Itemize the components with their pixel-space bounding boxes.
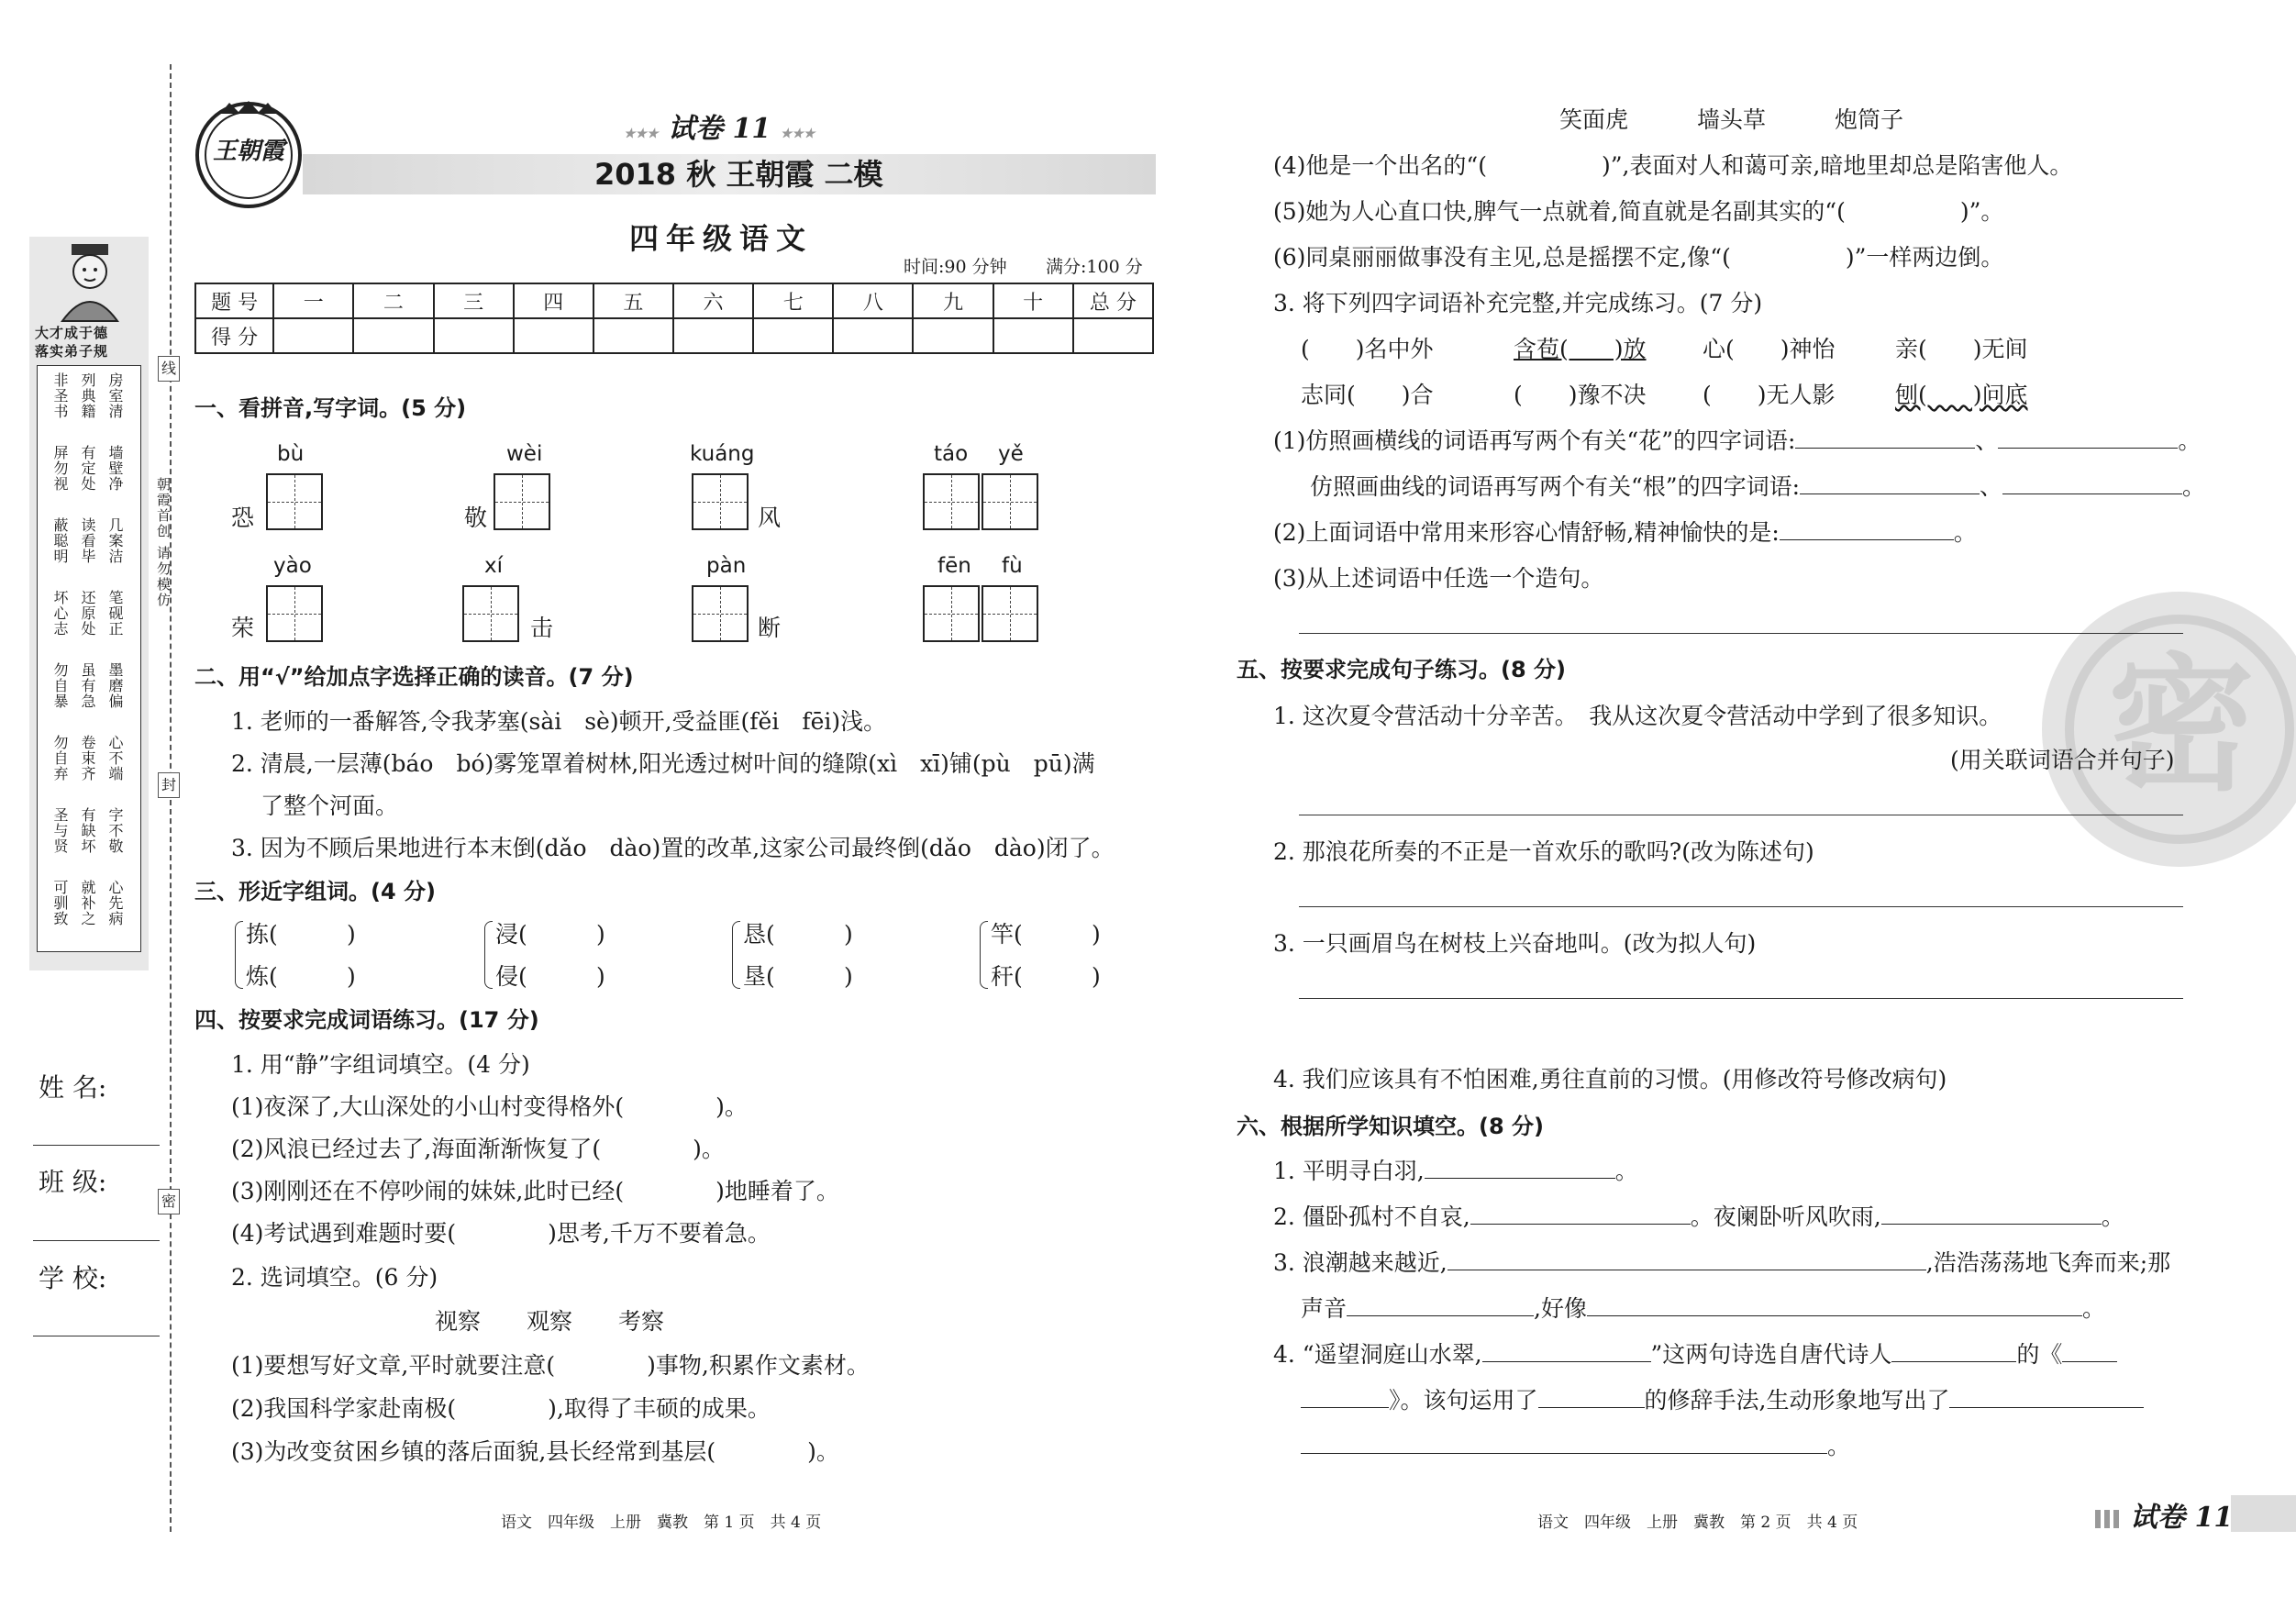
s4-q2-words: 视察 观察 考察: [435, 1308, 665, 1335]
motto-column: 还原处: [79, 590, 96, 637]
motto-column: 读看毕: [79, 517, 96, 564]
answer-blank[interactable]: [1470, 1205, 1691, 1225]
idiom-item: 心( )神怡: [1703, 336, 1836, 362]
s2-question-2a: 2. 清晨,一层薄(báo bó)雾笼罩着树林,阳光透过树叶间的缝隙(xì xī)铺(pù pū)满: [231, 750, 1095, 777]
writing-cell[interactable]: [692, 473, 749, 530]
answer-blank[interactable]: [1347, 1297, 1534, 1316]
idiom-item: 刨( )问底: [1895, 382, 2028, 408]
score-cell[interactable]: [673, 318, 753, 353]
writing-cell[interactable]: [923, 585, 980, 642]
corner-dots: [2095, 1510, 2123, 1528]
similar-char-item: 秆(: [991, 963, 1023, 990]
s4-q2-2: (2)我国科学家赴南极( ),取得了丰硕的成果。: [231, 1395, 771, 1422]
motto-column: 列典籍: [79, 372, 96, 419]
s6-q4a: 4. “遥望洞庭山水翠, ”这两句诗选自唐代诗人 的《: [1273, 1343, 2117, 1366]
similar-char-item: 垦(: [743, 963, 775, 990]
answer-blank[interactable]: [2062, 1343, 2117, 1362]
brace-icon: [980, 921, 988, 989]
similar-char-close: ): [1092, 921, 1101, 948]
score-header-cell: 题 号: [195, 283, 273, 318]
score-cell[interactable]: [913, 318, 993, 353]
s2-question-2b: 了整个河面。: [261, 793, 399, 819]
score-header-cell: 七: [753, 283, 833, 318]
binding-line: [170, 64, 172, 1532]
corner-tag: 试卷 11: [2130, 1502, 2234, 1534]
words-top: 笑面虎 墙头草 炮筒子: [1559, 106, 1904, 133]
logo-text: 王朝霞: [213, 138, 285, 165]
writing-cell[interactable]: [923, 473, 980, 530]
motto-column: 就补之: [79, 880, 96, 926]
writing-cell[interactable]: [692, 585, 749, 642]
r-q3-2: (2)上面词语中常用来形容心情舒畅,精神愉快的是: 。: [1273, 519, 1977, 546]
sidebar-slogan-1: 大才成于德: [35, 325, 109, 341]
r-q5: (5)她为人心直口快,脾气一点就着,简直就是名副其实的“( )”。: [1273, 198, 2004, 225]
section-6-title: 六、根据所学知识填空。(8 分): [1237, 1114, 1544, 1139]
answer-blank[interactable]: [1587, 1297, 2082, 1316]
idiom-item: 志同( )合: [1301, 382, 1434, 408]
s6-q4b: 》。该句运用了 的修辞手法,生动形象地写出了: [1301, 1389, 2144, 1412]
writing-cell[interactable]: [266, 585, 323, 642]
similar-char-item: 竿(: [991, 921, 1023, 948]
writing-cell[interactable]: [982, 473, 1038, 530]
r-q4: (4)他是一个出名的“( )”,表面对人和蔼可亲,暗地里却总是陷害他人。: [1273, 152, 2073, 179]
pinyin: yào: [273, 554, 312, 578]
score-cell[interactable]: [833, 318, 913, 353]
section-1-title: 一、看拼音,写字词。(5 分): [194, 395, 467, 421]
right-footer: 语文 四年级 上册 冀教 第 2 页 共 4 页: [1537, 1514, 1858, 1532]
given-char: 风: [758, 505, 782, 531]
motto-column: 圣与贤: [51, 807, 69, 854]
section-5-title: 五、按要求完成句子练习。(8 分): [1237, 657, 1566, 682]
similar-char-close: ): [347, 963, 356, 990]
pinyin: pàn: [706, 554, 747, 578]
score-header-cell: 四: [514, 283, 593, 318]
pinyin: bù: [277, 442, 305, 466]
name-field[interactable]: [33, 1145, 160, 1146]
seal-mark-1: 线: [158, 356, 180, 382]
score-header-cell: 九: [913, 283, 993, 318]
class-label: 班 级:: [39, 1167, 107, 1197]
score-header-cell: 五: [593, 283, 673, 318]
class-field[interactable]: [33, 1240, 160, 1241]
motto-column: 勿自弃: [51, 735, 69, 782]
star-icon: ★★★: [780, 127, 815, 141]
left-footer: 语文 四年级 上册 冀教 第 1 页 共 4 页: [501, 1514, 822, 1532]
similar-char-item: 拣(: [246, 921, 278, 948]
idiom-item: ( )名中外: [1301, 336, 1434, 362]
given-char: 荣: [231, 615, 255, 641]
score-table: [194, 283, 1154, 354]
r-q6: (6)同桌丽丽做事没有主见,总是摇摆不定,像“( )”一样两边倒。: [1273, 244, 2004, 271]
answer-blank[interactable]: [1949, 1389, 2144, 1408]
answer-blank[interactable]: [1795, 429, 1975, 449]
motto-column: 笔砚正: [106, 590, 124, 637]
answer-blank[interactable]: [1301, 1389, 1389, 1408]
sidebar-slogan-2: 落实弟子规: [35, 343, 109, 360]
answer-line[interactable]: [1299, 633, 2183, 634]
similar-char-item: 侵(: [495, 963, 527, 990]
s5-q2: 2. 那浪花所奏的不正是一首欢乐的歌吗?(改为陈述句): [1273, 838, 1814, 865]
watermark-stamp: [2024, 578, 2296, 881]
s2-question-1: 1. 老师的一番解答,令我茅塞(sài sè)顿开,受益匪(fěi fēi)浅。: [231, 708, 887, 735]
given-char: 恐: [231, 505, 255, 531]
subject-title: 四年级语文: [629, 221, 814, 256]
motto-column: 卷束齐: [79, 735, 96, 782]
given-char: 断: [758, 615, 782, 641]
motto-column: 心先病: [106, 880, 124, 926]
answer-blank[interactable]: [1482, 1343, 1651, 1362]
section-2-title: 二、用“√”给加点字选择正确的读音。(7 分): [194, 664, 634, 690]
writing-cell[interactable]: [494, 473, 550, 530]
time-info: 时间:90 分钟: [904, 257, 1007, 277]
stamp-char: 密: [2108, 638, 2256, 811]
s5-q1-req: (用关联词语合并句子): [1950, 747, 2175, 773]
score-cell[interactable]: [353, 318, 433, 353]
idiom-item: 亲( )无间: [1895, 336, 2028, 362]
score-cell[interactable]: [993, 318, 1073, 353]
score-label-cell: 得 分: [195, 318, 273, 353]
r-q3-1a: (1)仿照画横线的词语再写两个有关“花”的四字词语: 、 。: [1273, 427, 2202, 454]
scholar-figure: [44, 240, 136, 323]
answer-blank[interactable]: [1998, 429, 2178, 449]
pinyin: fēn: [937, 554, 971, 578]
similar-char-close: ): [347, 921, 356, 948]
score-header-cell: 六: [673, 283, 753, 318]
s6-q1: 1. 平明寻白羽, 。: [1273, 1158, 1638, 1184]
similar-char-close: ): [844, 921, 853, 948]
motto-column: 字不敬: [106, 807, 124, 854]
similar-char-item: 恳(: [743, 921, 775, 948]
score-cell[interactable]: [593, 318, 673, 353]
motto-column: 蔽聪明: [51, 517, 69, 564]
motto-column: 坏心志: [51, 590, 69, 637]
s5-q3: 3. 一只画眉鸟在树枝上兴奋地叫。(改为拟人句): [1273, 930, 1757, 957]
motto-column: 非圣书: [51, 372, 69, 419]
score-info: 满分:100 分: [1046, 257, 1143, 277]
motto-column: 可驯致: [51, 880, 69, 926]
s4-q2-3: (3)为改变贫困乡镇的落后面貌,县长经常到基层( )。: [231, 1438, 839, 1465]
similar-char-close: ): [844, 963, 853, 990]
motto-column: 墨磨偏: [106, 662, 124, 709]
similar-char-close: ): [1092, 963, 1101, 990]
s4-q1-1: (1)夜深了,大山深处的小山村变得格外( )。: [231, 1093, 748, 1120]
score-cell[interactable]: [434, 318, 514, 353]
motto-column: 屏勿视: [51, 445, 69, 492]
writing-cell[interactable]: [266, 473, 323, 530]
score-cell[interactable]: [753, 318, 833, 353]
s6-q2: 2. 僵卧孤村不自哀, 。夜阑卧听风吹雨, 。: [1273, 1203, 2124, 1230]
score-header-cell: 一: [273, 283, 353, 318]
r-q3-title: 3. 将下列四字词语补充完整,并完成练习。(7 分): [1273, 290, 1763, 316]
score-header-cell: 八: [833, 283, 913, 318]
pinyin: yě: [998, 442, 1024, 466]
brace-icon: [235, 921, 243, 989]
s5-q4: 4. 我们应该具有不怕困难,勇往直前的习惯。(用修改符号修改病句): [1273, 1066, 1947, 1092]
motto-column: 有定处: [79, 445, 96, 492]
writing-cell[interactable]: [982, 585, 1038, 642]
answer-blank[interactable]: [1447, 1251, 1926, 1270]
section-3-title: 三、形近字组词。(4 分): [194, 879, 436, 904]
brace-icon: [484, 921, 493, 989]
s4-q1-2: (2)风浪已经过去了,海面渐渐恢复了( )。: [231, 1136, 725, 1162]
s4-q2-1: (1)要想写好文章,平时就要注意( )事物,积累作文素材。: [231, 1352, 870, 1379]
similar-char-close: ): [596, 921, 605, 948]
seal-mark-3: 密: [158, 1189, 180, 1214]
writing-cell[interactable]: [462, 585, 519, 642]
score-header-cell: 总 分: [1073, 283, 1153, 318]
answer-blank[interactable]: [2002, 475, 2182, 494]
motto-column: 有缺坏: [79, 807, 96, 854]
similar-char-item: 浸(: [495, 921, 527, 948]
seal-mark-2: 封: [158, 772, 180, 798]
answer-blank[interactable]: [1881, 1205, 2102, 1225]
idiom-item: ( )豫不决: [1514, 382, 1647, 408]
star-icon: ★★★: [624, 127, 659, 141]
idiom-item: 含苞( )放: [1514, 336, 1647, 362]
s5-q1: 1. 这次夏令营活动十分辛苦。 我从这次夏令营活动中学到了很多知识。: [1273, 703, 2002, 729]
answer-blank[interactable]: [1780, 521, 1954, 540]
motto-column: 墙壁净: [106, 445, 124, 492]
s4-q1-3: (3)刚刚还在不停吵闹的妹妹,此时已经( )地睡着了。: [231, 1178, 839, 1204]
motto-column: 勿自暴: [51, 662, 69, 709]
s6-q3b: 声音 ,好像 。: [1301, 1295, 2105, 1322]
school-label: 学 校:: [39, 1263, 107, 1293]
given-char: 敬: [464, 505, 488, 531]
score-header-cell: 三: [434, 283, 514, 318]
motto-column: 几案洁: [106, 517, 124, 564]
similar-char-item: 炼(: [246, 963, 278, 990]
motto-column: 虽有急: [79, 662, 96, 709]
score-cell[interactable]: [273, 318, 353, 353]
answer-blank[interactable]: [1891, 1343, 2016, 1362]
pinyin: kuáng: [690, 442, 755, 466]
score-cell[interactable]: [514, 318, 593, 353]
r-q3-1b: 仿照画曲线的词语再写两个有关“根”的四字词语: 、 。: [1310, 473, 2206, 500]
s4-q1-4: (4)考试遇到难题时要( )思考,千万不要着急。: [231, 1220, 771, 1247]
binding-note: 朝霞首创 请勿模仿: [155, 477, 172, 608]
motto-column: 心不端: [106, 735, 124, 782]
answer-line[interactable]: [1299, 906, 2183, 907]
similar-char-close: ): [596, 963, 605, 990]
exam-title: 2018 秋 王朝霞 二模: [594, 157, 883, 192]
answer-blank[interactable]: [1800, 475, 1980, 494]
exam-number: ★★★ 试卷 11 ★★★: [624, 113, 815, 145]
pinyin: táo: [934, 442, 969, 466]
idiom-item: ( )无人影: [1703, 382, 1836, 408]
s4-q2: 2. 选词填空。(6 分): [231, 1264, 438, 1291]
score-header-cell: 十: [993, 283, 1073, 318]
given-char: 击: [530, 615, 554, 641]
score-cell[interactable]: [1073, 318, 1153, 353]
brace-icon: [732, 921, 740, 989]
r-q3-3: (3)从上述词语中任选一个造句。: [1273, 565, 1604, 592]
s6-q4c: 。: [1301, 1435, 1850, 1458]
motto-column: 房室清: [106, 372, 124, 419]
s4-q1: 1. 用“静”字组词填空。(4 分): [231, 1051, 530, 1078]
name-label: 姓 名:: [39, 1072, 107, 1103]
s2-question-3: 3. 因为不顾后果地进行本末倒(dǎo dào)置的改革,这家公司最终倒(dǎo dào)闭了。: [231, 835, 1115, 861]
answer-blank[interactable]: [1538, 1389, 1645, 1408]
answer-blank[interactable]: [1301, 1435, 1827, 1454]
pinyin: fù: [1002, 554, 1023, 578]
section-4-title: 四、按要求完成词语练习。(17 分): [194, 1007, 539, 1033]
answer-line[interactable]: [1299, 998, 2183, 999]
answer-blank[interactable]: [1425, 1159, 1615, 1179]
pinyin: wèi: [506, 442, 543, 466]
corner-tag-bar: [2231, 1495, 2296, 1532]
pinyin: xí: [484, 554, 504, 578]
score-header-cell: 二: [353, 283, 433, 318]
s6-q3a: 3. 浪潮越来越近, ,浩浩荡荡地飞奔而来;那: [1273, 1249, 2171, 1276]
